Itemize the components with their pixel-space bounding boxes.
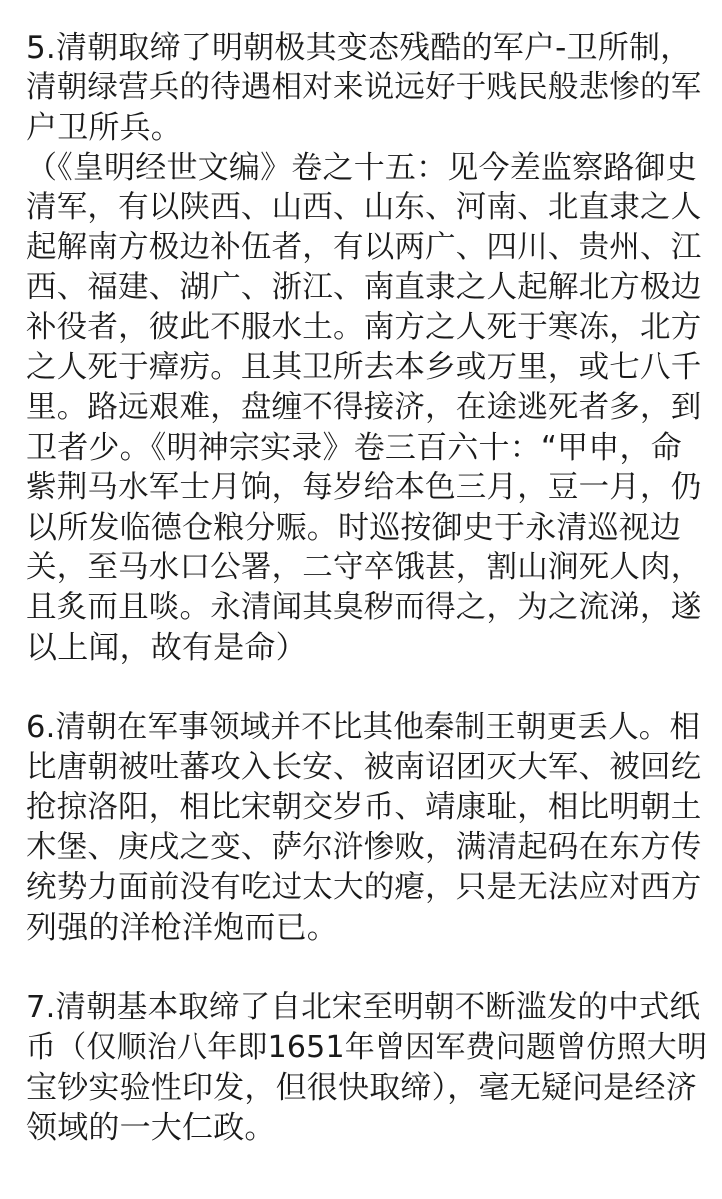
text-line: 里。路远艰难，盘缠不得接济，在途逃死者多，到 (26, 390, 702, 425)
text-line: 以上闻，故有是命） (26, 630, 307, 666)
text-line: 西、福建、湖广、浙江、南直隶之人起解北方极边 (26, 270, 702, 305)
text-line: 清军，有以陕西、山西、山东、河南、北直隶之人 (26, 190, 702, 225)
text-line: 领域的一大仁政。 (26, 1110, 276, 1146)
text-line: 关，至马水口公署，二守卒饿甚，割山涧死人肉， (26, 550, 702, 585)
text-line: 清朝绿营兵的待遇相对来说远好于贱民般悲惨的军 (26, 70, 702, 105)
text-line: 抢掠洛阳，相比宋朝交岁币、靖康耻，相比明朝土 (26, 790, 702, 825)
text-line: 5.清朝取缔了明朝极其变态残酷的军户-卫所制， (26, 30, 692, 66)
text-line: 统势力面前没有吃过太大的瘪，只是无法应对西方 (26, 870, 702, 905)
paragraph-gap (26, 668, 702, 708)
text-line: 比唐朝被吐蕃攻入长安、被南诏团灭大军、被回纥 (26, 750, 702, 785)
text-line: 之人死于瘴疠。且其卫所去本乡或万里，或七八千 (26, 350, 702, 385)
text-line: 以所发临德仓粮分赈。时巡按御史于永清巡视边 (26, 510, 682, 546)
text-line: 木堡、庚戌之变、萨尔浒惨败，满清起码在东方传 (26, 830, 702, 865)
paragraph-7 (26, 988, 708, 1148)
text-line: 起解南方极边补伍者，有以两广、四川、贵州、江 (26, 230, 702, 265)
paragraph-5 (26, 28, 702, 668)
text-line: 卫者少。《明神宗实录》卷三百六十：“甲申，命 (26, 430, 682, 466)
text-line: （《皇明经世文编》卷之十五：见今差监察路御史 (26, 150, 697, 186)
text-line: 宝钞实验性印发，但很快取缔），毫无疑问是经济 (26, 1070, 697, 1106)
text-line: 列强的洋枪洋炮而已。 (26, 910, 338, 946)
text-line: 补役者，彼此不服水土。南方之人死于寒冻，北方 (26, 310, 702, 345)
text-line: 且炙而且啖。永清闻其臭秽而得之，为之流涕，遂 (26, 590, 702, 625)
text-line: 户卫所兵。 (26, 110, 182, 146)
paragraph-gap (26, 948, 702, 988)
text-line: 币（仅顺治八年即1651年曾因军费问题曾仿照大明 (26, 1030, 708, 1065)
paragraph-6 (26, 708, 702, 948)
text-line: 6.清朝在军事领域并不比其他秦制王朝更丢人。相 (26, 710, 701, 745)
text-line: 紫荆马水军士月饷，每岁给本色三月，豆一月，仍 (26, 470, 702, 505)
text-line: 7.清朝基本取缔了自北宋至明朝不断滥发的中式纸 (26, 990, 701, 1025)
